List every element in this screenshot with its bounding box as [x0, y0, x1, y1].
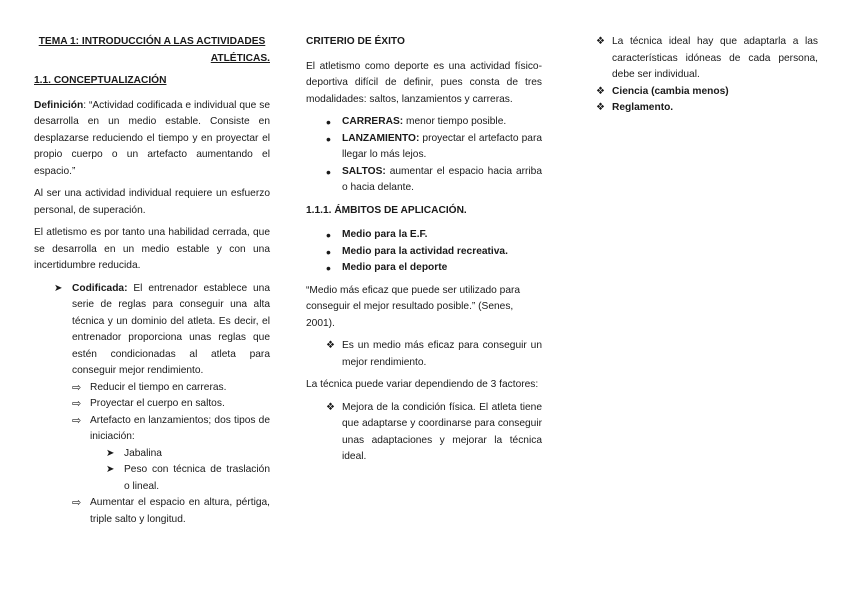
diamond-item-text: La técnica ideal hay que adaptarla a las características idóneas de cada persona, debe ser individual. [612, 36, 818, 80]
title-line-2: ATLÉTICAS. [210, 52, 270, 64]
diamond-item-text: Ciencia (cambia menos) [612, 85, 729, 97]
column-1 [34, 34, 270, 528]
quote-paragraph: “Medio más eficaz que puede ser utilizado para conseguir el mejor resultado posible.” (Senes, 2001). [306, 284, 521, 329]
diamond-item-tecnica [596, 34, 818, 84]
definition-text: : “Actividad codificada e individual que se desarrolla en un medio estable. Consiste en desplazarse reduciendo el tiempo y en proyectar el propio cuerpo o un artefacto aumentando el espacio.” [34, 99, 270, 177]
ambito-text: Medio para la E.F. [342, 229, 428, 240]
dot-bullet-icon: • [326, 243, 331, 260]
bullet-saltos [306, 164, 542, 197]
sub-item-saltos [34, 396, 270, 413]
sub-item-text: Artefacto en lanzamientos; dos tipos de iniciación: [90, 414, 270, 442]
definition-label: Definición [34, 99, 84, 111]
diamond-item-ciencia [596, 84, 818, 101]
bullet-label: SALTOS: [342, 165, 386, 177]
diamond-bullet-icon: ❖ [596, 36, 606, 47]
column-3 [596, 34, 818, 117]
section-heading: 1.1. CONCEPTUALIZACIÓN [34, 75, 167, 86]
sub-item-artefacto [34, 413, 270, 446]
dot-bullet-icon: • [326, 260, 331, 276]
ambito-text: Medio para el deporte [342, 262, 448, 273]
bullet-label: CARRERAS: [342, 116, 404, 127]
sub2-item-text: Jabalina [124, 447, 162, 459]
diamond-bullet-icon: ❖ [596, 102, 606, 113]
page-title [34, 34, 270, 67]
dot-bullet-icon: • [326, 114, 331, 130]
arrowhead-bullet-icon: ➤ [106, 447, 115, 459]
paragraph-atletismo: El atletismo como deporte es una actividad físico-deportiva difícil de definir, pues consta de tres modalidades: saltos, lanzamientos y carreras. [306, 60, 542, 105]
paragraph-individual: Al ser una actividad individual requiere un esfuerzo personal, de superación. [34, 188, 270, 216]
dot-bullet-icon: • [326, 163, 331, 180]
diamond-bullet-icon: ❖ [596, 85, 606, 97]
criterio-heading: CRITERIO DE ÉXITO [306, 36, 405, 47]
diamond-item-medio [306, 338, 542, 371]
sub2-item-peso [34, 462, 270, 495]
diamond-bullet-icon: ❖ [326, 340, 336, 351]
ambito-item [306, 260, 542, 277]
dot-bullet-icon: • [326, 227, 331, 243]
codificada-label: Codificada: [72, 282, 128, 294]
ambito-item [306, 227, 542, 244]
diamond-item-text: Es un medio más eficaz para conseguir un mejor rendimiento. [342, 340, 542, 368]
hollow-arrow-icon: ⇨ [72, 381, 82, 394]
column-2 [306, 34, 542, 466]
diamond-bullet-icon: ❖ [326, 401, 336, 413]
bullet-lanzamiento [306, 131, 542, 164]
title-line-1: TEMA 1: INTRODUCCIÓN A LAS ACTIVIDADES [38, 36, 266, 47]
paragraph-tecnica: La técnica puede variar dependiendo de 3 factores: [306, 379, 539, 390]
ambitos-heading: 1.1.1. ÁMBITOS DE APLICACIÓN. [306, 204, 467, 216]
sub-item-text: Aumentar el espacio en altura, pértiga, triple salto y longitud. [90, 497, 270, 525]
dot-bullet-icon: • [326, 130, 331, 147]
sub2-item-jabalina [34, 446, 270, 463]
hollow-arrow-icon: ⇨ [72, 414, 82, 427]
diamond-item-text: Reglamento. [612, 102, 674, 113]
arrowhead-bullet-icon: ➤ [54, 282, 63, 294]
sub-item-tiempo [34, 380, 270, 397]
paragraph-habilidad: El atletismo es por tanto una habilidad cerrada, que se desarrolla en un medio estable y con una incertidumbre reducida. [34, 227, 270, 271]
ambito-item [306, 244, 542, 261]
sub-item-espacio [34, 495, 270, 528]
bullet-label: LANZAMIENTO: [342, 132, 420, 144]
bullet-text: menor tiempo posible. [403, 116, 507, 127]
arrowhead-bullet-icon: ➤ [106, 464, 115, 475]
bullet-text: aumentar el espacio hacia arriba o hacia delante. [342, 165, 542, 193]
definition-paragraph [34, 98, 270, 181]
sub-item-text: Reducir el tiempo en carreras. [90, 381, 227, 393]
bullet-carreras [306, 114, 542, 131]
hollow-arrow-icon: ⇨ [72, 497, 82, 509]
hollow-arrow-icon: ⇨ [72, 398, 82, 410]
sub-item-text: Proyectar el cuerpo en saltos. [90, 398, 225, 409]
ambito-text: Medio para la actividad recreativa. [342, 245, 508, 257]
bullet-text: proyectar el artefacto para llegar lo más lejos. [342, 132, 542, 160]
sub2-item-text: Peso con técnica de traslación o lineal. [124, 464, 270, 492]
list-item-codificada [34, 281, 270, 380]
diamond-item-mejora [306, 400, 542, 466]
diamond-item-text: Mejora de la condición física. El atleta tiene que adaptarse y coordinarse para conseguir unas adaptaciones y mejorar la técnica ideal. [342, 401, 542, 462]
diamond-item-reglamento [596, 100, 818, 117]
codificada-text: El entrenador establece una serie de reglas para conseguir una alta técnica y un dominio del atleta. Es decir, el entrenador proporciona unas reglas que estén condicionadas al atleta para conseguir mejor rendimiento. [72, 282, 270, 376]
